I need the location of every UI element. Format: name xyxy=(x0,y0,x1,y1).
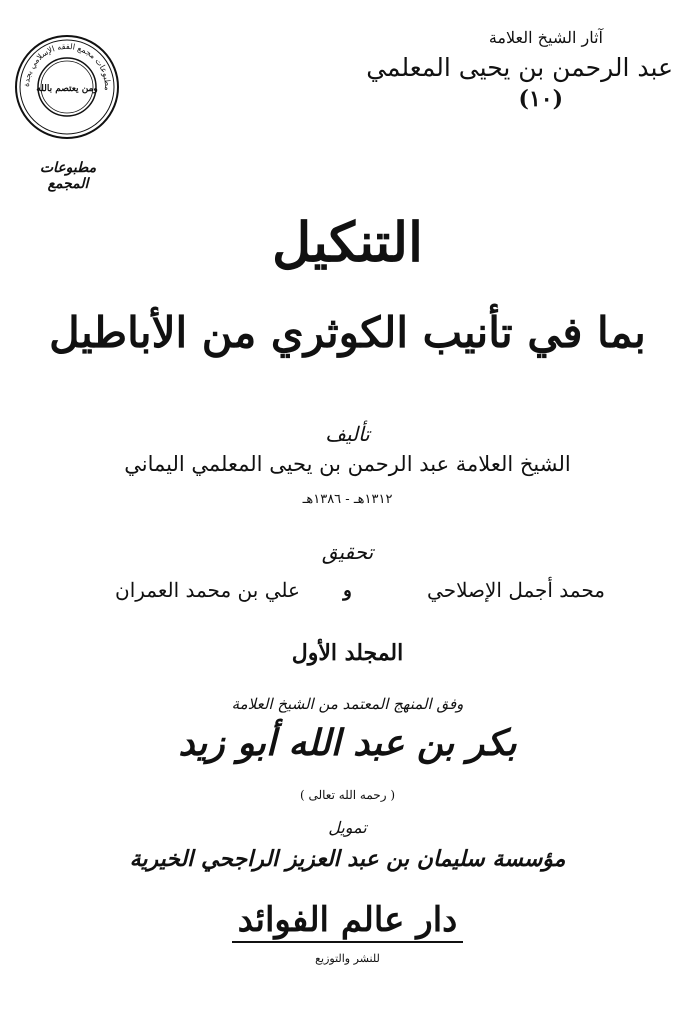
seal-caption: مطبوعات المجمع xyxy=(39,160,97,192)
series-number: (١٠) xyxy=(518,86,563,112)
editing-label: تحقيق xyxy=(321,540,374,564)
series-label: آثار الشيخ العلامة xyxy=(488,28,603,47)
funder-name: مؤسسة سليمان بن عبد العزيز الراجحي الخيرية xyxy=(129,846,566,872)
seal-ring-text: مطبوعات مجمع الفقه الإسلامي بجدة xyxy=(21,41,113,91)
series-author: عبد الرحمن بن يحيى المعلمي xyxy=(366,53,673,82)
funding-label: تمويل xyxy=(328,818,367,837)
editor-conjunction: و xyxy=(343,580,352,601)
editor-name: محمد أجمل الإصلاحي xyxy=(427,578,605,602)
book-title: التنكيل xyxy=(271,210,424,274)
editor-name: علي بن محمد العمران xyxy=(115,578,300,602)
seal-center-text: ومن يعتصم بالله xyxy=(36,84,98,94)
author-dates: ١٣١٢هـ - ١٣٨٦هـ xyxy=(302,492,393,507)
publisher-tagline: للنشر والتوزيع xyxy=(315,952,380,965)
publisher-name: دار عالم الفوائد xyxy=(232,900,464,943)
method-label: وفق المنهج المعتمد من الشيخ العلامة xyxy=(231,695,464,713)
authored-by-label: تأليف xyxy=(325,422,370,446)
method-scholar-name: بكر بن عبد الله أبو زيد xyxy=(178,722,517,764)
editors-row xyxy=(0,578,695,608)
book-subtitle: بما في تأنيب الكوثري من الأباطيل xyxy=(49,308,646,357)
volume-label: المجلد الأول xyxy=(291,640,404,666)
publisher-logo xyxy=(0,900,695,943)
series-block xyxy=(333,28,673,112)
method-prayer: ( رحمه الله تعالى ) xyxy=(299,788,396,802)
academy-seal-icon xyxy=(14,34,120,140)
author-name: الشيخ العلامة عبد الرحمن بن يحيى المعلمي اليماني xyxy=(124,452,571,476)
